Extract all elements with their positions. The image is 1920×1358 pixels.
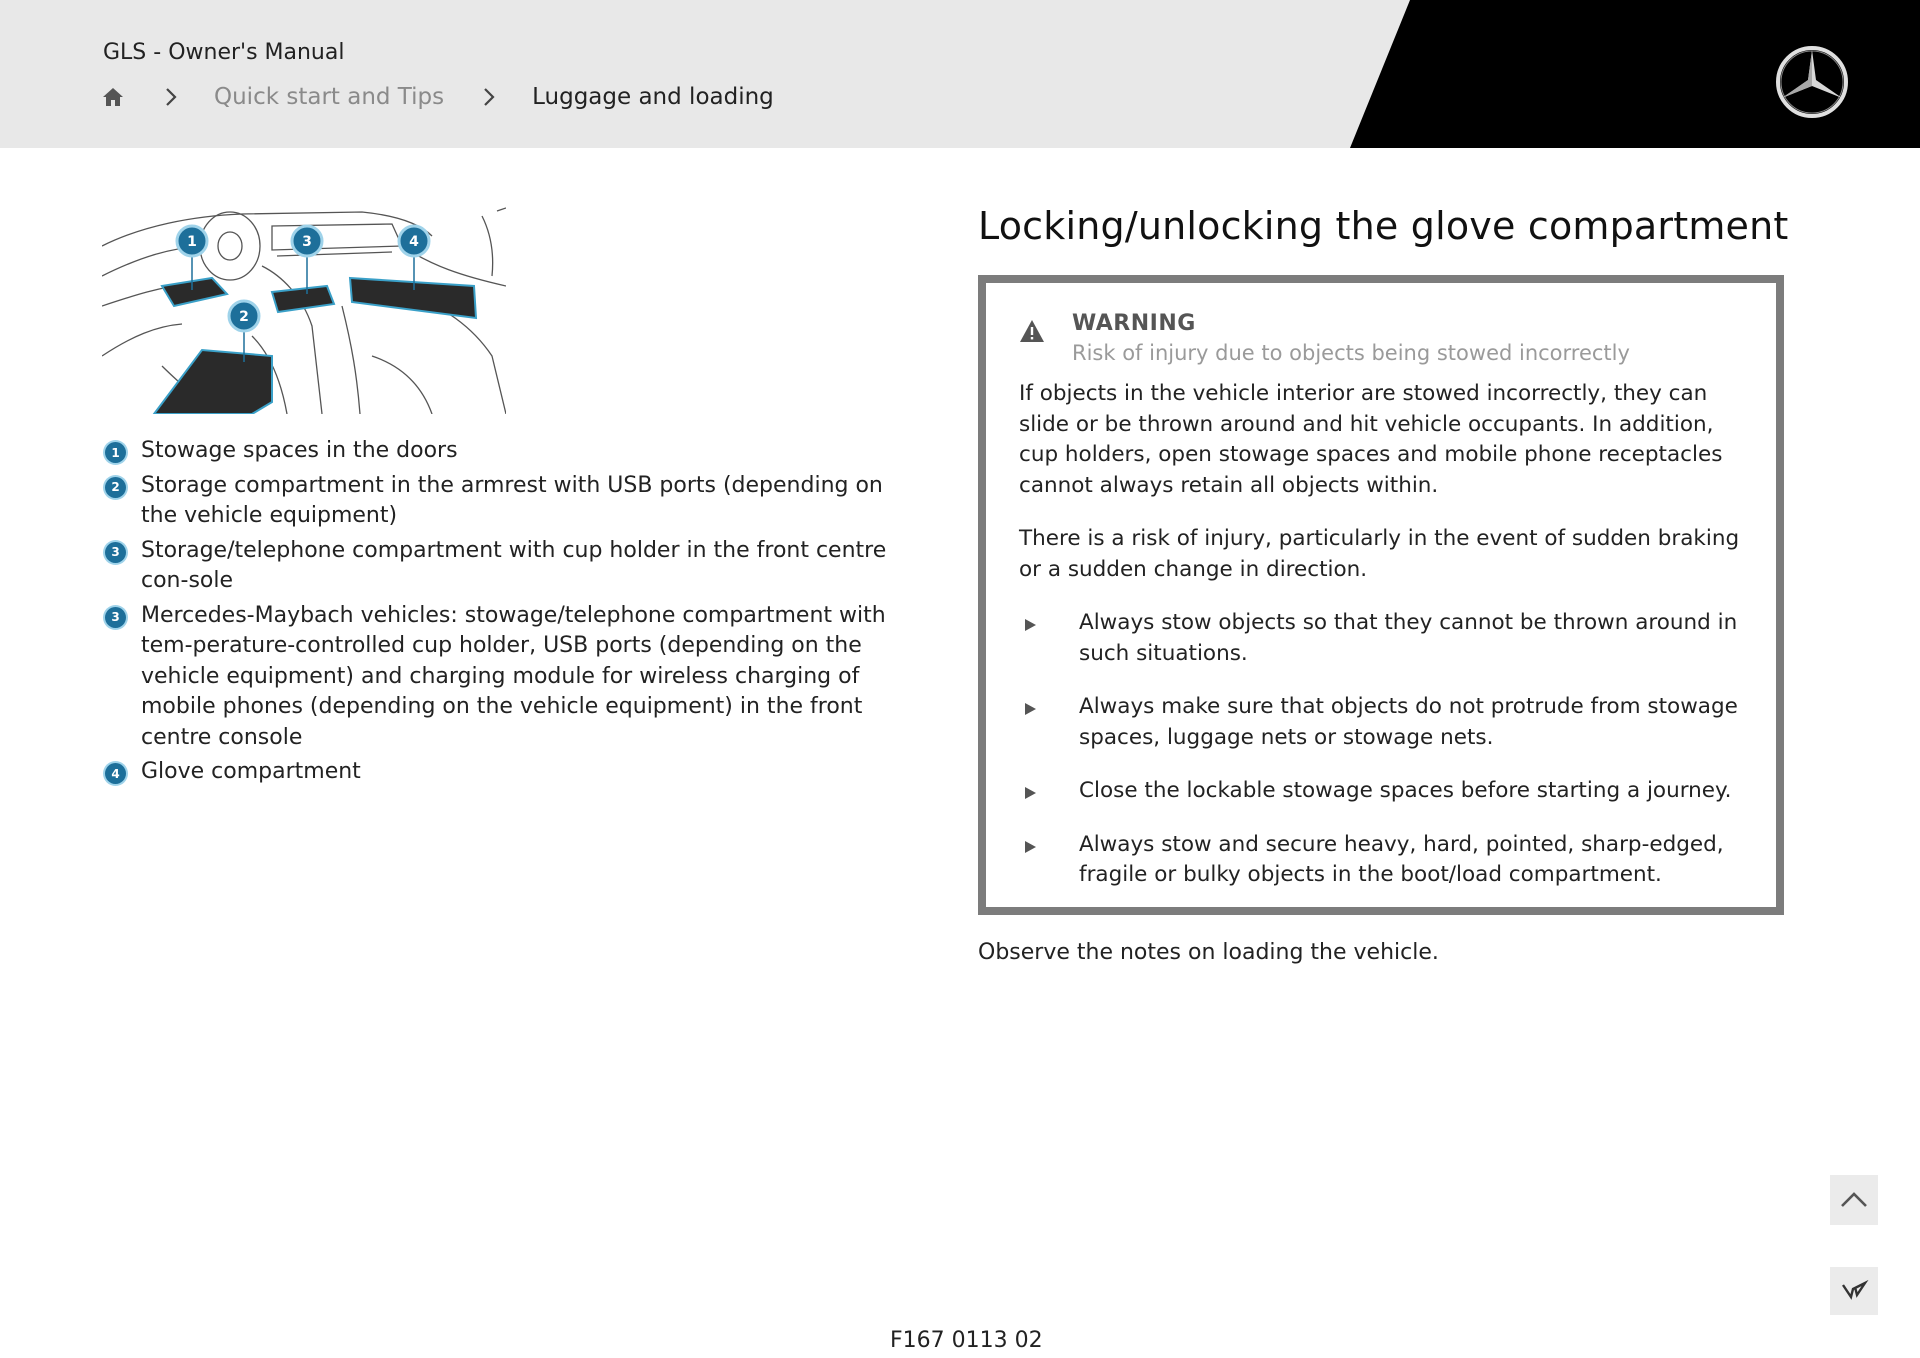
legend-text: Mercedes-Maybach vehicles: stowage/telephone compartment with tem-perature-controlled cup holder, USB ports (depending on the vehicle equipment) and charging module for wireless charging of mobile phones (depending on the vehicle equipment) in the front centre console bbox=[141, 602, 886, 750]
warning-box bbox=[978, 275, 1784, 915]
loading-note: Observe the notes on loading the vehicle. bbox=[978, 940, 1439, 965]
legend-text: Stowage spaces in the doors bbox=[141, 438, 458, 463]
warning-title: WARNING bbox=[1072, 311, 1196, 336]
callout-2: 2 bbox=[239, 309, 249, 325]
bookmark-button[interactable] bbox=[1830, 1267, 1878, 1315]
arrow-right-icon bbox=[1025, 619, 1036, 631]
legend-text: Storage compartment in the armrest with USB ports (depending on the vehicle equipment) bbox=[141, 472, 883, 528]
interior-illustration bbox=[102, 206, 506, 414]
arrow-right-icon bbox=[1025, 841, 1036, 853]
warning-triangle-icon bbox=[1019, 319, 1045, 343]
warning-instructions bbox=[1019, 608, 1759, 891]
legend-text: Storage/telephone compartment with cup holder in the front centre con-sole bbox=[141, 537, 887, 593]
warning-paragraph: If objects in the vehicle interior are stowed incorrectly, they can slide or be thrown around and hit vehicle occupants. In addition, cup holders, open stowage spaces and mobile phone receptacles cannot always retain all objects within. bbox=[1019, 381, 1723, 498]
list-item bbox=[1019, 830, 1759, 891]
manual-title: GLS - Owner's Manual bbox=[103, 40, 345, 65]
warning-paragraph: There is a risk of injury, particularly in the event of sudden braking or a sudden change in direction. bbox=[1019, 526, 1740, 582]
bookmark-icon bbox=[1839, 1277, 1869, 1305]
breadcrumb bbox=[100, 82, 774, 112]
callout-marker: 4 bbox=[105, 763, 126, 784]
chevron-right-icon bbox=[478, 86, 500, 108]
callout-marker: 1 bbox=[105, 442, 126, 463]
instruction-text: Always make sure that objects do not protrude from stowage spaces, luggage nets or stowage nets. bbox=[1079, 694, 1738, 750]
instruction-text: Close the lockable stowage spaces before starting a journey. bbox=[1079, 778, 1732, 803]
page-header bbox=[0, 0, 1920, 148]
list-item bbox=[1019, 692, 1759, 753]
home-icon[interactable] bbox=[100, 84, 126, 110]
instruction-text: Always stow and secure heavy, hard, pointed, sharp-edged, fragile or bulky objects in the boot/load compartment. bbox=[1079, 831, 1724, 887]
breadcrumb-item-current: Luggage and loading bbox=[532, 84, 774, 110]
arrow-right-icon bbox=[1025, 787, 1036, 799]
callout-1: 1 bbox=[187, 234, 197, 250]
list-item bbox=[1019, 608, 1759, 669]
section-title: Locking/unlocking the glove compartment bbox=[978, 204, 1789, 248]
list-item bbox=[103, 601, 893, 754]
image-code: F167 0113 02 bbox=[890, 1328, 1043, 1353]
list-item bbox=[103, 757, 893, 788]
callout-marker: 2 bbox=[105, 477, 126, 498]
legend-text: Glove compartment bbox=[141, 759, 361, 784]
chevron-up-icon bbox=[1839, 1186, 1869, 1214]
callout-marker: 3 bbox=[105, 542, 126, 563]
list-item bbox=[103, 536, 893, 597]
scroll-up-button[interactable] bbox=[1830, 1175, 1878, 1225]
callout-4: 4 bbox=[409, 234, 419, 250]
list-item bbox=[103, 471, 893, 532]
three-pointed-star-logo bbox=[1774, 44, 1850, 120]
chevron-right-icon bbox=[160, 86, 182, 108]
warning-body bbox=[1019, 379, 1759, 914]
warning-subtitle: Risk of injury due to objects being stowed incorrectly bbox=[1072, 341, 1630, 365]
breadcrumb-item-quick-start[interactable]: Quick start and Tips bbox=[214, 84, 445, 110]
list-item bbox=[103, 436, 893, 467]
callout-3: 3 bbox=[302, 234, 312, 250]
arrow-right-icon bbox=[1025, 703, 1036, 715]
callout-marker: 3 bbox=[105, 607, 126, 628]
instruction-text: Always stow objects so that they cannot be thrown around in such situations. bbox=[1079, 610, 1738, 666]
callout-legend bbox=[103, 436, 893, 792]
list-item bbox=[1019, 776, 1759, 807]
